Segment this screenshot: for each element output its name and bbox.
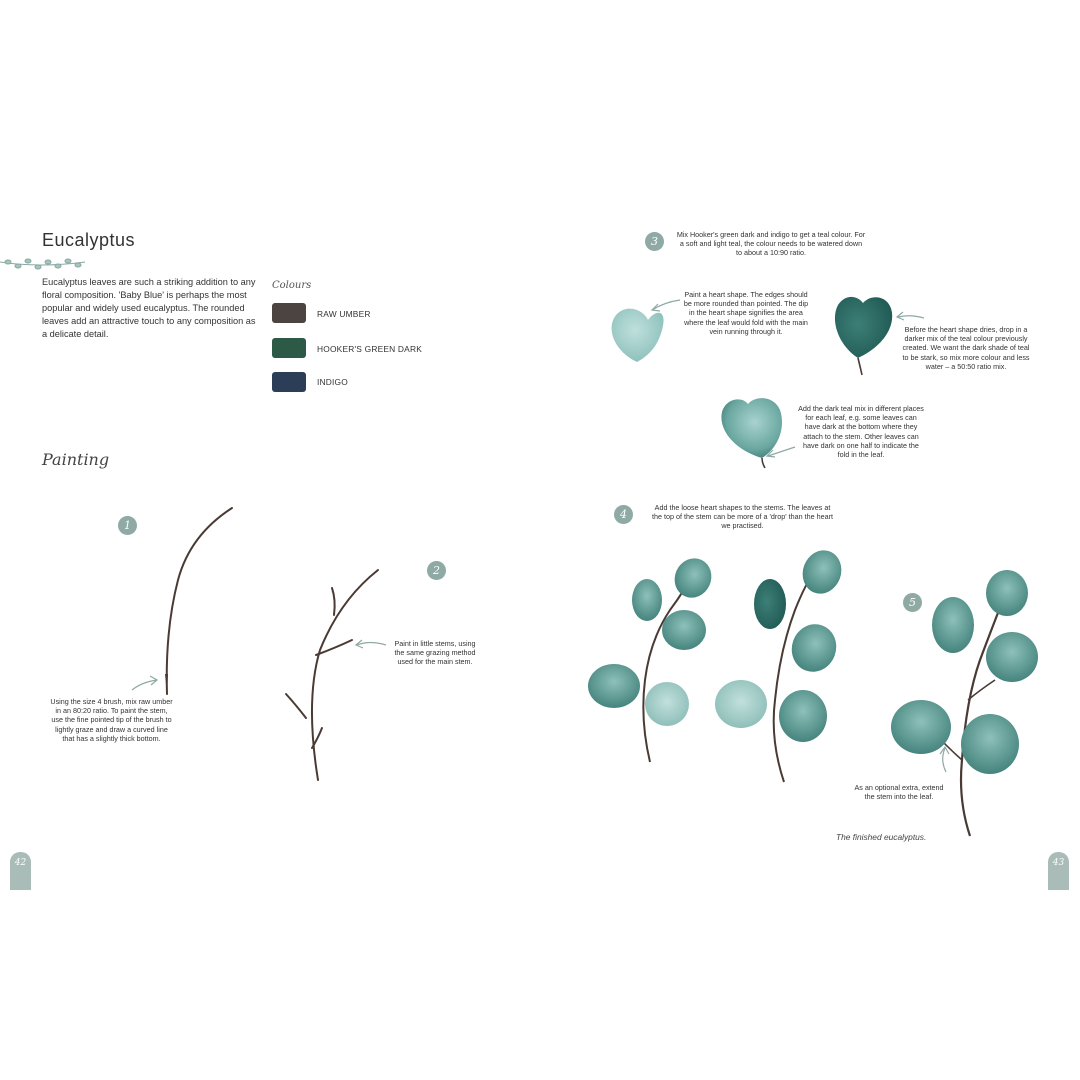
finished-caption: The finished eucalyptus. (836, 832, 927, 842)
intro-text: Eucalyptus leaves are such a striking addition to any floral composition. 'Baby Blue' is perhaps the most popular and widely used eucalyptus. The rounded leaves add an attractive touch to any composition as a delicate detail. (42, 277, 256, 339)
page-number-left: 42 (10, 852, 31, 890)
title-sprig-decoration (0, 259, 85, 269)
step-badge-2: 2 (427, 561, 446, 580)
pointer-arrows (132, 300, 949, 772)
page-number-right: 43 (1048, 852, 1069, 890)
mixed-heart-leaf (721, 398, 782, 468)
dark-teal-caption: Before the heart shape dries, drop in a darker mix of the teal colour previously created. We want the dark shade of teal to be stark, so mix more colour and less water – a 50:50 ratio mix. (902, 325, 1030, 371)
step1-stem (167, 508, 232, 694)
step4-sprig-left (588, 552, 718, 762)
step-badge-3: 3 (645, 232, 664, 251)
mix-placement-caption: Add the dark teal mix in different places for each leaf, e.g. some leaves can have dark at the bottom where they attach to the stem. Other leaves can have dark on one half to indicate the fold in the leaf. (798, 404, 924, 460)
swatch-label-raw-umber: RAW UMBER (317, 309, 371, 319)
heart-shape-caption: Paint a heart shape. The edges should be more rounded than pointed. The dip in the heart shape signifies the area where the leaf would fold with the main vein running through it. (683, 290, 809, 336)
step-badge-1: 1 (118, 516, 137, 535)
step5-caption: As an optional extra, extend the stem into the leaf. (854, 783, 944, 802)
step2-caption: Paint in little stems, using the same grazing method used for the main stem. (394, 639, 476, 667)
swatch-label-indigo: INDIGO (317, 377, 348, 387)
step3-caption: Mix Hooker's green dark and indigo to get a teal colour. For a soft and light teal, the colour needs to be watered down to about a 10:90 ratio. (676, 230, 866, 258)
page-title: Eucalyptus (42, 230, 136, 250)
dark-heart-leaf (835, 297, 892, 375)
section-heading: Painting (42, 450, 110, 469)
step4-sprig-middle (715, 545, 847, 782)
step-badge-5: 5 (903, 593, 922, 612)
step4-caption: Add the loose heart shapes to the stems. The leaves at the top of the stem can be more of a 'drop' than the heart we practised. (652, 503, 833, 531)
light-heart-leaf (612, 309, 664, 362)
colours-label: Colours (272, 280, 312, 291)
step2-branch (286, 570, 378, 780)
step-badge-4: 4 (614, 505, 633, 524)
step1-caption: Using the size 4 brush, mix raw umber in an 80:20 ratio. To paint the stem, use the fine pointed tip of the brush to lightly graze and draw a curved line that has a slightly thick bottom. (50, 697, 173, 743)
swatch-label-hookers-green: HOOKER'S GREEN DARK (317, 344, 422, 354)
